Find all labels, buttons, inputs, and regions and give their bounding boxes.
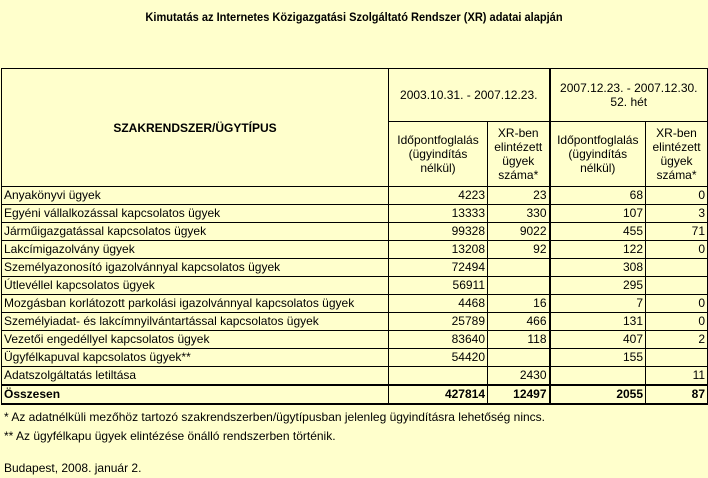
col-xr-header-1: XR-ben elintézett ügyek száma* — [488, 122, 550, 187]
cell-xr-period1 — [488, 349, 550, 367]
cell-xr-period2: 71 — [646, 223, 708, 241]
table-row — [2, 331, 708, 349]
row-label: Összesen — [2, 385, 389, 404]
cell-booking-period1: 83640 — [389, 331, 488, 349]
row-label: Járműigazgatással kapcsolatos ügyek — [2, 223, 389, 241]
cell-booking-period2: 7 — [550, 295, 646, 313]
table-row — [2, 277, 708, 295]
cell-xr-period1: 330 — [488, 205, 550, 223]
cell-booking-period2: 308 — [550, 259, 646, 277]
table-row — [2, 295, 708, 313]
cell-xr-period1: 9022 — [488, 223, 550, 241]
row-label: Egyéni vállalkozással kapcsolatos ügyek — [2, 205, 389, 223]
cell-xr-period1 — [488, 277, 550, 295]
period2-dates: 2007.12.23. - 2007.12.30. — [560, 81, 698, 95]
row-label: Személyiadat- és lakcímnyilvántartással kapcsolatos ügyek — [2, 313, 389, 331]
cell-xr-period1: 466 — [488, 313, 550, 331]
footnote-2: ** Az ügyfélkapu ügyek elintézése önálló rendszerben történik. — [4, 429, 336, 443]
total-row — [2, 385, 708, 404]
table-row — [2, 259, 708, 277]
period2-week: 52. hét — [610, 95, 648, 109]
cell-xr-period2: 0 — [646, 295, 708, 313]
cell-xr-period1: 2430 — [488, 367, 550, 386]
table-row — [2, 313, 708, 331]
cell-xr-period1: 16 — [488, 295, 550, 313]
cell-xr-period2: 0 — [646, 241, 708, 259]
cell-booking-period2: 455 — [550, 223, 646, 241]
cell-xr-period2: 87 — [646, 385, 708, 404]
header-row-periods — [2, 69, 708, 122]
cell-xr-period2: 0 — [646, 313, 708, 331]
cell-booking-period2: 155 — [550, 349, 646, 367]
col-xr-header-2: XR-ben elintézett ügyek száma* — [646, 122, 708, 187]
cell-xr-period2: 2 — [646, 331, 708, 349]
cell-booking-period2: 2055 — [550, 385, 646, 404]
table-row — [2, 241, 708, 259]
cell-booking-period2: 131 — [550, 313, 646, 331]
statistics-table — [1, 68, 708, 405]
cell-booking-period1: 13333 — [389, 205, 488, 223]
cell-booking-period1: 54420 — [389, 349, 488, 367]
cell-booking-period1: 72494 — [389, 259, 488, 277]
cell-booking-period1: 13208 — [389, 241, 488, 259]
row-label-header: SZAKRENDSZER/ÜGYTÍPUS — [2, 69, 389, 187]
table-row — [2, 223, 708, 241]
table-row — [2, 187, 708, 205]
row-label: Vezetői engedéllyel kapcsolatos ügyek — [2, 331, 389, 349]
col-booking-header-1: Időpontfoglalás (ügyindítás nélkül) — [389, 122, 488, 187]
cell-xr-period2: 11 — [646, 367, 708, 386]
row-label: Anyakönyvi ügyek — [2, 187, 389, 205]
cell-booking-period1: 56911 — [389, 277, 488, 295]
table-row — [2, 349, 708, 367]
cell-xr-period2: 3 — [646, 205, 708, 223]
period1-header: 2003.10.31. - 2007.12.23. — [389, 69, 550, 122]
period2-header — [550, 69, 708, 122]
cell-xr-period1 — [488, 259, 550, 277]
footnote-1: * Az adatnélküli mezőhöz tartozó szakrendszerben/ügytípusban jelenleg ügyindításra lehetőség nincs. — [4, 410, 546, 424]
cell-booking-period2: 407 — [550, 331, 646, 349]
cell-booking-period1: 4223 — [389, 187, 488, 205]
row-label: Személyazonosító igazolvánnyal kapcsolatos ügyek — [2, 259, 389, 277]
report-title: Kimutatás az Internetes Közigazgatási Szolgáltató Rendszer (XR) adatai alapján — [145, 10, 563, 24]
table-row — [2, 367, 708, 386]
cell-booking-period1 — [389, 367, 488, 386]
cell-booking-period2: 107 — [550, 205, 646, 223]
row-label: Lakcímigazolvány ügyek — [2, 241, 389, 259]
cell-xr-period1: 23 — [488, 187, 550, 205]
cell-booking-period2 — [550, 367, 646, 386]
cell-xr-period2: 0 — [646, 187, 708, 205]
cell-booking-period1: 99328 — [389, 223, 488, 241]
cell-booking-period1: 25789 — [389, 313, 488, 331]
cell-xr-period1: 92 — [488, 241, 550, 259]
cell-booking-period1: 4468 — [389, 295, 488, 313]
row-label: Útlevéllel kapcsolatos ügyek — [2, 277, 389, 295]
cell-booking-period2: 122 — [550, 241, 646, 259]
cell-xr-period2 — [646, 259, 708, 277]
cell-xr-period1: 12497 — [488, 385, 550, 404]
cell-xr-period1: 118 — [488, 331, 550, 349]
cell-xr-period2 — [646, 277, 708, 295]
row-label: Adatszolgáltatás letiltása — [2, 367, 389, 386]
cell-booking-period2: 295 — [550, 277, 646, 295]
cell-booking-period1: 427814 — [389, 385, 488, 404]
table-row — [2, 205, 708, 223]
cell-xr-period2 — [646, 349, 708, 367]
place-date: Budapest, 2008. január 2. — [4, 461, 142, 475]
cell-booking-period2: 68 — [550, 187, 646, 205]
row-label: Ügyfélkapuval kapcsolatos ügyek** — [2, 349, 389, 367]
row-label: Mozgásban korlátozott parkolási igazolvánnyal kapcsolatos ügyek — [2, 295, 389, 313]
col-booking-header-2: Időpontfoglalás (ügyindítás nélkül) — [550, 122, 646, 187]
